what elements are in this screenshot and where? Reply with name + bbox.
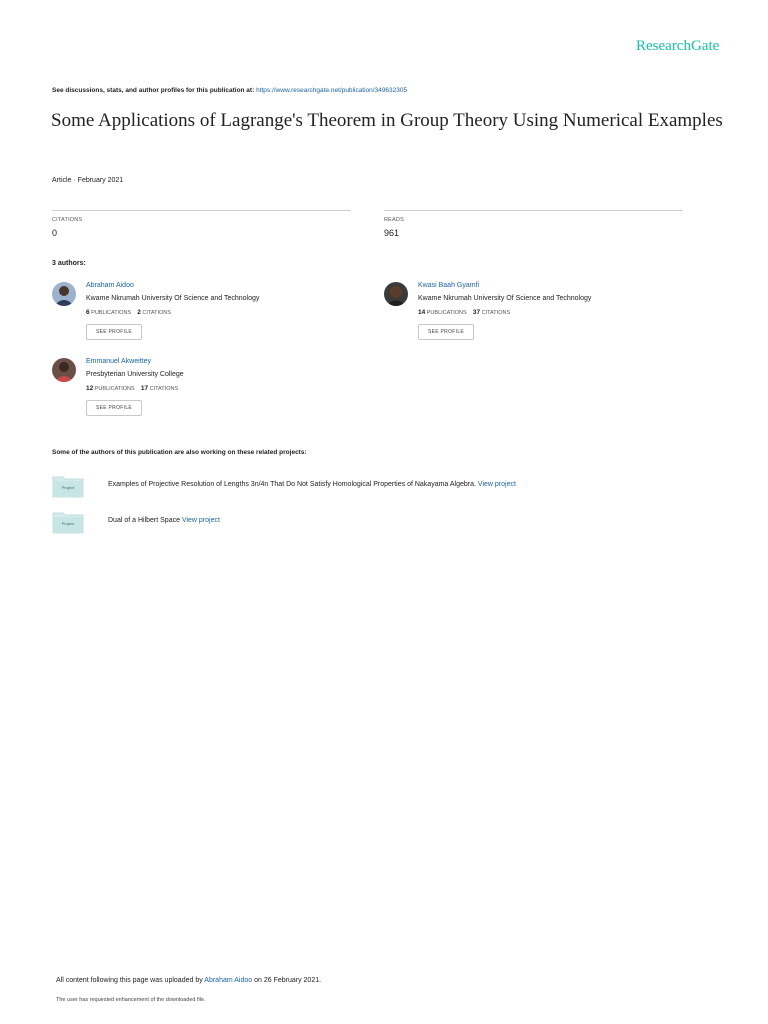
- author-institution: Kwame Nkrumah University Of Science and Technology: [418, 295, 592, 302]
- citations-label: CITATIONS: [149, 386, 179, 392]
- avatar[interactable]: [384, 282, 408, 306]
- publications-count: 6: [86, 309, 90, 316]
- upload-note: [56, 977, 321, 984]
- author-stats: [86, 309, 171, 316]
- author-name[interactable]: Kwasi Baah Gyamfi: [418, 282, 480, 289]
- see-profile-button[interactable]: SEE PROFILE: [418, 324, 474, 340]
- reads-value: 961: [384, 228, 400, 238]
- publication-title: Some Applications of Lagrange's Theorem in Group Theory Using Numerical Examples: [51, 110, 723, 131]
- project-folder-icon: [52, 474, 84, 498]
- folder-label: Project: [61, 521, 75, 526]
- see-profile-button[interactable]: SEE PROFILE: [86, 400, 142, 416]
- project-title-text: Examples of Projective Resolution of Lengths 3n/4n That Do Not Satisfy Homological Properties of Nakayama Algebra.: [108, 481, 476, 488]
- researchgate-logo[interactable]: ResearchGate: [636, 38, 720, 54]
- project-folder-icon: [52, 510, 84, 534]
- author-card: [52, 282, 372, 352]
- avatar[interactable]: [52, 358, 76, 382]
- avatar-photo-icon: [52, 358, 76, 382]
- publications-count: 14: [418, 309, 426, 316]
- publication-url-link[interactable]: https://www.researchgate.net/publication/349632305: [256, 87, 408, 94]
- authors-heading: 3 authors:: [52, 260, 86, 267]
- avatar[interactable]: [52, 282, 76, 306]
- citations-label: CITATIONS: [481, 310, 511, 316]
- upload-suffix: on 26 February 2021.: [254, 977, 322, 984]
- citations-divider: [52, 210, 351, 211]
- citations-count: 37: [472, 309, 481, 316]
- view-project-link[interactable]: View project: [477, 481, 516, 488]
- uploader-link[interactable]: Abraham Aidoo: [204, 977, 253, 984]
- project-title-text: Dual of a Hilbert Space: [108, 517, 180, 524]
- author-stats: [86, 385, 178, 392]
- citations-value: 0: [52, 228, 58, 238]
- author-institution: Kwame Nkrumah University Of Science and Technology: [86, 295, 260, 302]
- citations-label: CITATIONS: [52, 217, 83, 223]
- top-note-text: See discussions, stats, and author profiles for this publication at:: [52, 87, 255, 94]
- author-stats: [418, 309, 510, 316]
- author-card: [384, 282, 704, 352]
- publications-label: PUBLICATIONS: [426, 310, 467, 316]
- publications-count: 12: [86, 385, 94, 392]
- citations-count: 2: [137, 309, 141, 316]
- view-project-link[interactable]: View project: [181, 517, 220, 524]
- publications-label: PUBLICATIONS: [91, 310, 132, 316]
- author-institution: Presbyterian University College: [86, 371, 184, 378]
- author-name[interactable]: Emmanuel Akweittey: [86, 358, 151, 365]
- project-title: [108, 481, 516, 488]
- citations-label: CITATIONS: [142, 310, 171, 316]
- publication-link-note: [52, 87, 407, 94]
- author-card: [52, 358, 372, 428]
- publications-label: PUBLICATIONS: [94, 386, 135, 392]
- reads-label: READS: [384, 217, 404, 223]
- enhancement-note: The user has requested enhancement of the downloaded file.: [56, 997, 206, 1003]
- upload-prefix: All content following this page was uploaded by: [56, 977, 203, 984]
- avatar-photo-icon: [384, 282, 408, 306]
- citations-count: 17: [140, 385, 149, 392]
- folder-label: Project: [61, 485, 75, 490]
- author-name[interactable]: Abraham Aidoo: [86, 282, 134, 289]
- see-profile-button[interactable]: SEE PROFILE: [86, 324, 142, 340]
- project-title: [108, 517, 220, 524]
- avatar-photo-icon: [52, 282, 76, 306]
- related-projects-heading: Some of the authors of this publication are also working on these related projects:: [52, 449, 307, 456]
- reads-divider: [384, 210, 683, 211]
- publication-meta: Article · February 2021: [52, 177, 124, 184]
- project-row: [52, 510, 752, 536]
- project-row: [52, 474, 752, 500]
